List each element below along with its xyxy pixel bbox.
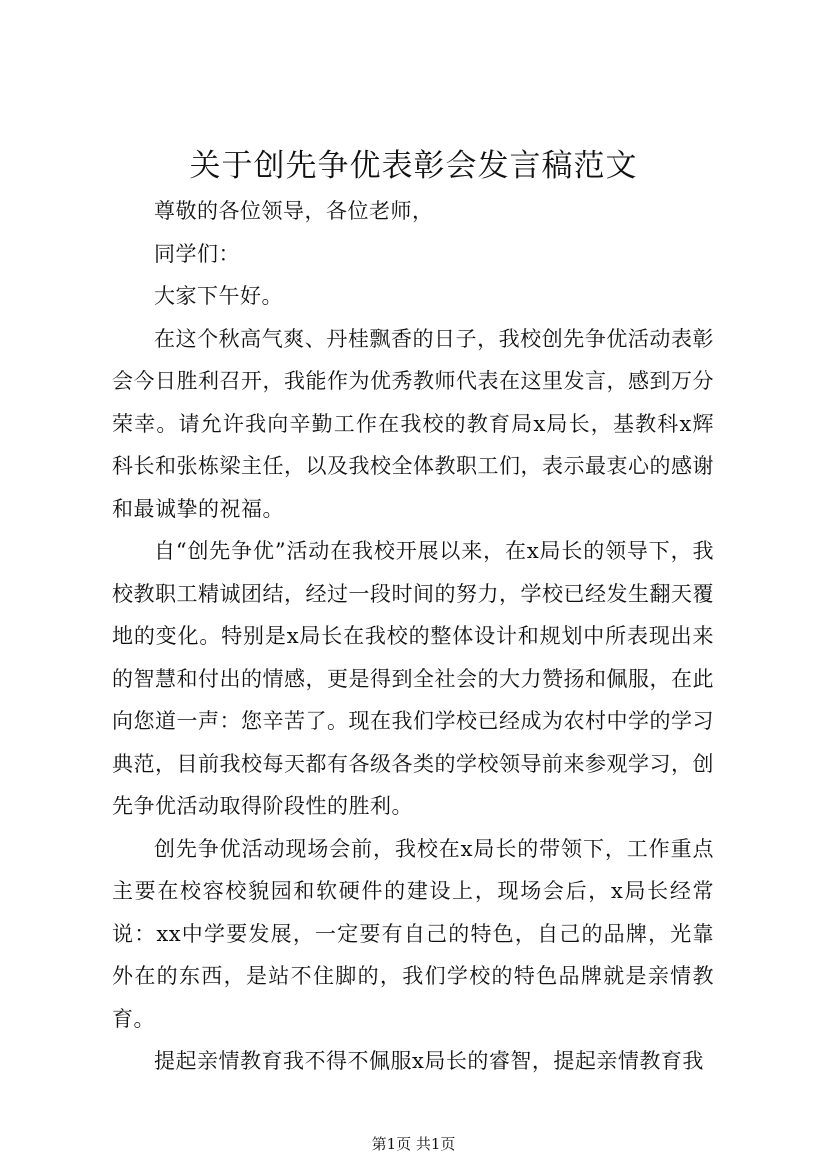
paragraph-greeting: 大家下午好。 [154,284,283,308]
document-title: 关于创先争优表彰会发言稿范文 [189,148,638,184]
document-body [112,190,714,1083]
paragraph-4: 提起亲情教育我不得不佩服x局长的睿智，提起亲情教育我 [154,1049,704,1073]
paragraph-3: 创先争优活动现场会前，我校在x局长的带领下，工作重点主要在校容校貌园和软硬件的建设上，现场会后，x局长经常说：xx中学要发展，一定要有自己的特色，自己的品牌，光靠外在的东西，是站不住脚的，我们学校的特色品牌就是亲情教育。 [112,836,714,1031]
paragraph-salutation-2: 同学们： [154,241,240,266]
paragraph-1: 在这个秋高气爽、丹桂飘香的日子，我校创先争优活动表彰会今日胜利召开，我能作为优秀教师代表在这里发言，感到万分荣幸。请允许我向辛勤工作在我校的教育局x局长，基教科x辉科长和张栋梁主任，以及我校全体教职工们，表示最衷心的感谢和最诚挚的祝福。 [112,326,714,521]
paragraph-salutation: 尊敬的各位领导，各位老师， [154,199,434,223]
paragraph-2: 自“创先争优”活动在我校开展以来，在x局长的领导下，我校教职工精诚团结，经过一段时间的努力，学校已经发生翻天覆地的变化。特别是x局长在我校的整体设计和规划中所表现出来的智慧和付出的情感，更是得到全社会的大力赞扬和佩服，在此向您道一声：您辛苦了。现在我们学校已经成为农村中学的学习典范，目前我校每天都有各级各类的学校领导前来参观学习，创先争优活动取得阶段性的胜利。 [112,539,714,818]
page-footer: 第1页 共1页 [371,1135,456,1153]
